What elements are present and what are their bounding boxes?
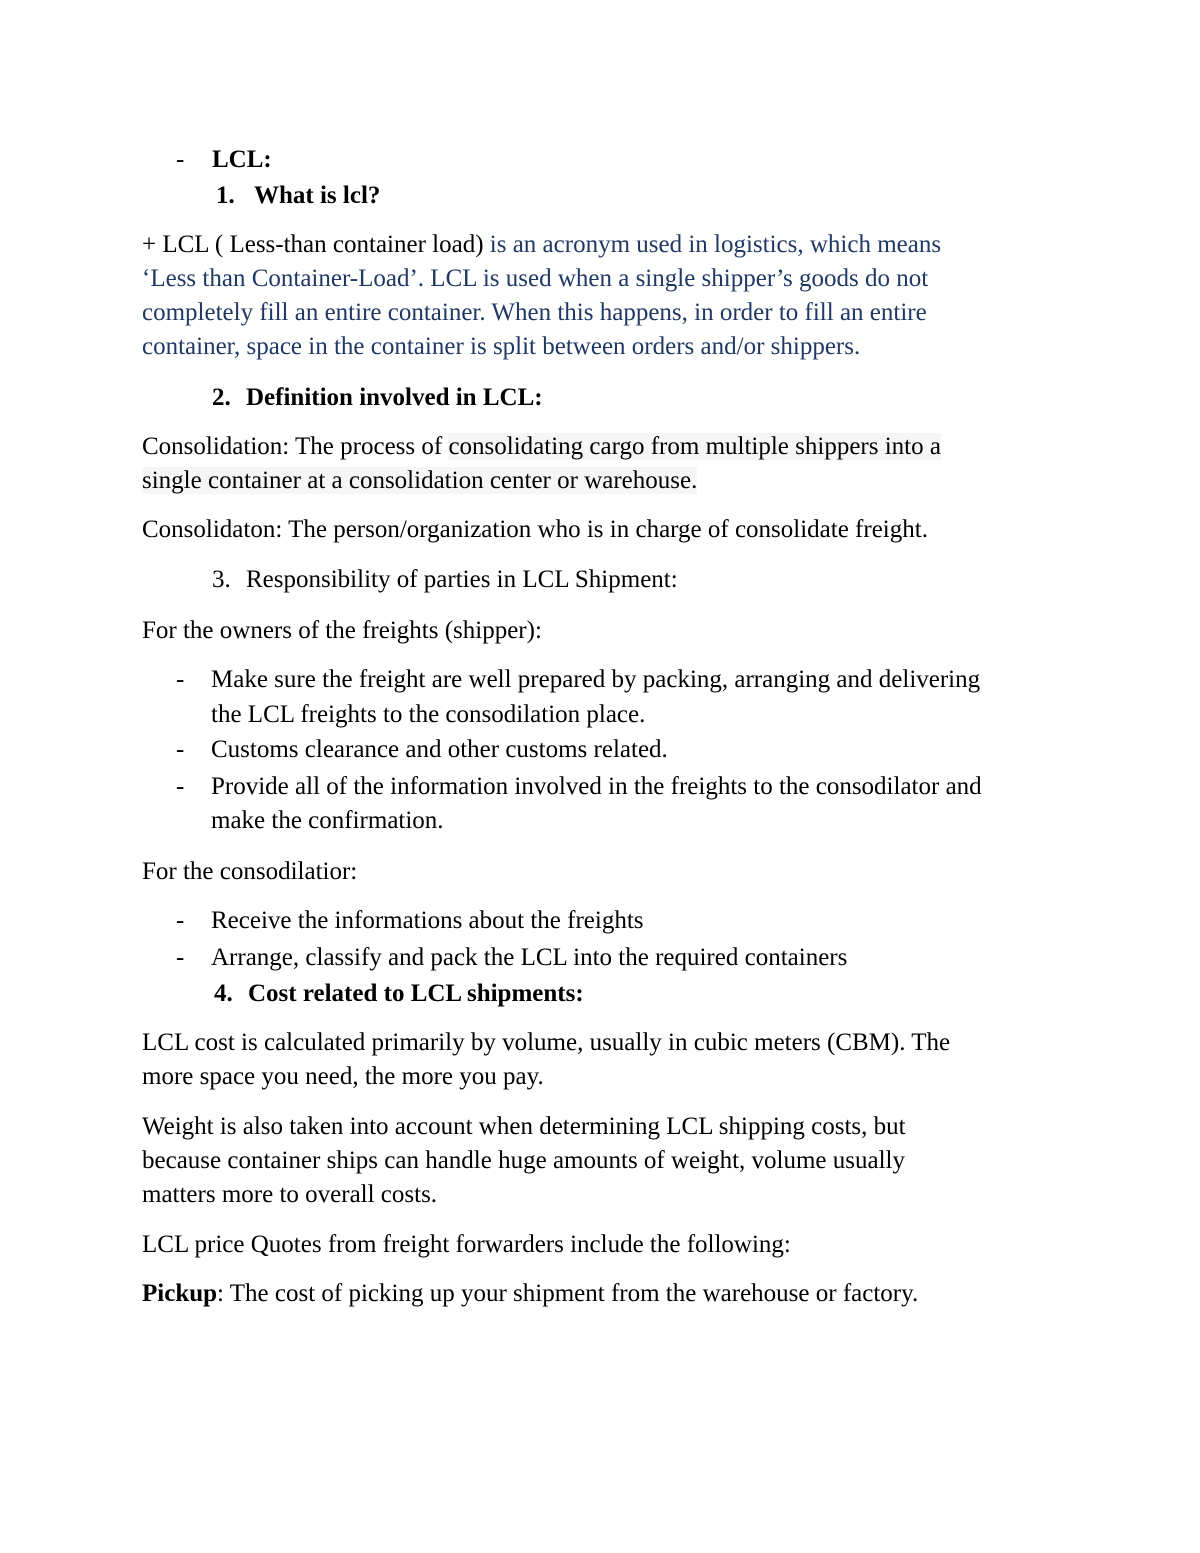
bullet-marker: -: [176, 736, 185, 763]
paragraph-text: is an acronym used in logistics, which means: [483, 231, 942, 258]
paragraph-line: more space you need, the more you pay.: [142, 1063, 544, 1090]
paragraph-line: LCL cost is calculated primarily by volume, usually in cubic meters (CBM). The: [142, 1029, 951, 1056]
list-number: 1.: [216, 182, 235, 209]
bullet-marker: -: [176, 146, 185, 173]
paragraph-line: Weight is also taken into account when determining LCL shipping costs, but: [142, 1113, 906, 1140]
definition-line: Consolidaton: The person/organization who is in charge of consolidate freight.: [142, 516, 928, 543]
bullet-marker: -: [176, 907, 185, 934]
consolidator-intro: For the consodilatior:: [142, 858, 358, 885]
paragraph-line: ‘Less than Container-Load’. LCL is used when a single shipper’s goods do not: [142, 265, 929, 292]
list-item: Provide all of the information involved in the freights to the consodilator and: [211, 773, 982, 800]
list-item: Customs clearance and other customs related.: [211, 736, 668, 763]
paragraph-line: LCL price Quotes from freight forwarders include the following:: [142, 1231, 791, 1258]
list-number: 3.: [212, 566, 231, 593]
pickup-text: : The cost of picking up your shipment from the warehouse or factory.: [217, 1280, 919, 1307]
shipper-intro: For the owners of the freights (shipper):: [142, 617, 542, 644]
definition-term: Consolidation: The process of: [142, 433, 449, 460]
list-item: Make sure the freight are well prepared by packing, arranging and delivering: [211, 666, 981, 693]
pickup-label: Pickup: [142, 1280, 218, 1307]
definition-line: [142, 430, 941, 464]
paragraph-line: container, space in the container is split between orders and/or shippers.: [142, 333, 861, 360]
paragraph-line: completely fill an entire container. When this happens, in order to fill an entire: [142, 299, 927, 326]
heading-what-is-lcl: What is lcl?: [254, 182, 381, 209]
list-number: 2.: [212, 384, 231, 411]
list-item: Receive the informations about the freights: [211, 907, 644, 934]
heading-definition: Definition involved in LCL:: [246, 384, 543, 411]
definition-highlight: single container at a consolidation center or warehouse.: [142, 467, 698, 494]
paragraph-line: because container ships can handle huge amounts of weight, volume usually: [142, 1147, 905, 1174]
heading-responsibility: Responsibility of parties in LCL Shipment:: [246, 566, 678, 593]
definition-line: [142, 464, 697, 498]
pickup-line: [142, 1277, 918, 1311]
list-item: make the confirmation.: [211, 807, 444, 834]
list-number: 4.: [214, 980, 233, 1007]
heading-cost: Cost related to LCL shipments:: [248, 980, 584, 1007]
paragraph-line: [142, 228, 941, 262]
list-item: the LCL freights to the consodilation place.: [211, 701, 646, 728]
bullet-marker: -: [176, 773, 185, 800]
bullet-marker: -: [176, 666, 185, 693]
section-title-lcl: LCL:: [212, 146, 272, 173]
paragraph-prefix: + LCL ( Less-than container load): [142, 231, 484, 258]
definition-highlight: consolidating cargo from multiple shippers into a: [448, 433, 941, 460]
paragraph-line: matters more to overall costs.: [142, 1181, 438, 1208]
bullet-marker: -: [176, 944, 185, 971]
list-item: Arrange, classify and pack the LCL into the required containers: [211, 944, 848, 971]
